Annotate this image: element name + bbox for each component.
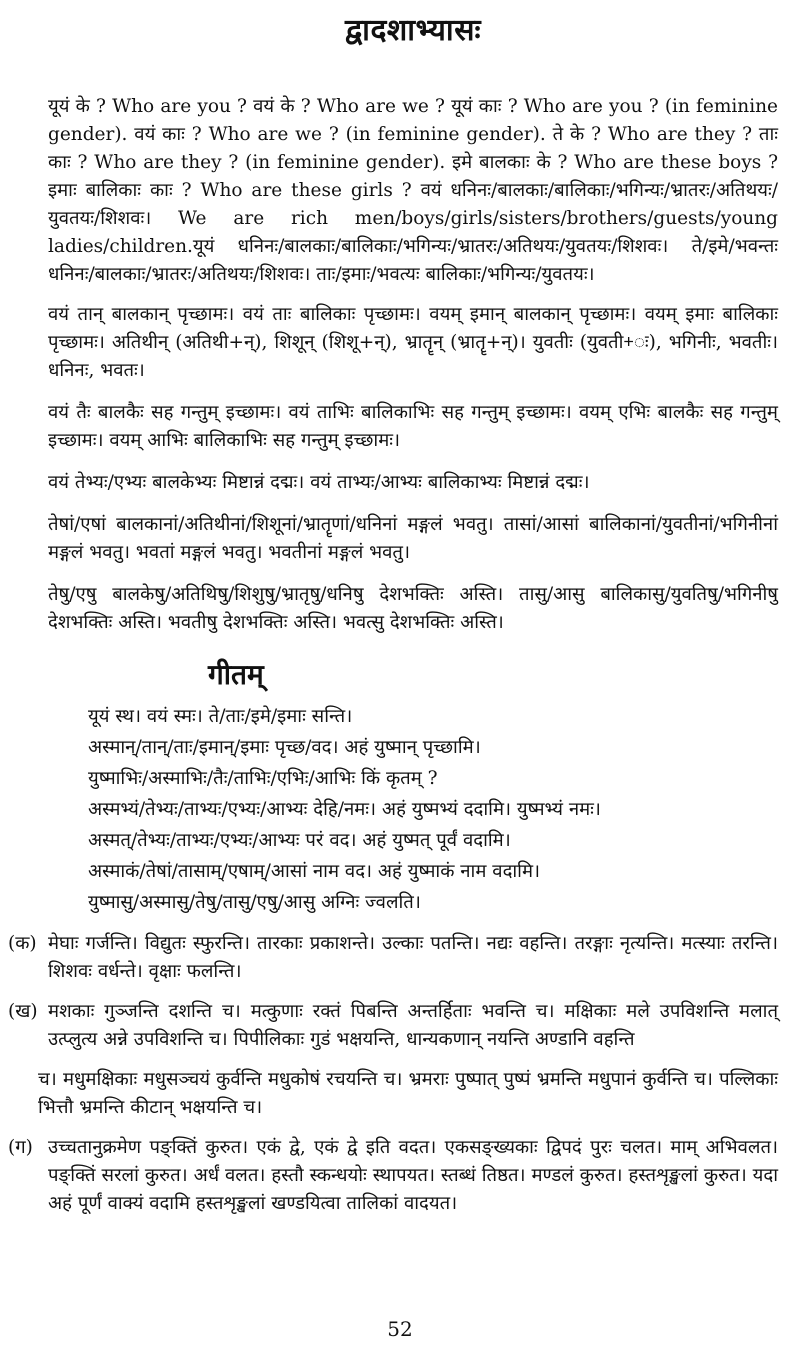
paragraph-instrumental: वयं तैः बालकैः सह गन्तुम् इच्छामः। वयं ताभिः बालिकाभिः सह गन्तुम् इच्छामः। वयम् एभिः बालकैः सह गन्तुम् इच्छामः। वयम् आभिः बालिकाभिः सह गन्तुम् इच्छामः। bbox=[48, 402, 778, 451]
poem-line: युष्मासु/अस्मासु/तेषु/तासु/एषु/आसु अग्निः ज्वलति। bbox=[88, 892, 421, 913]
item-text: मेघाः गर्जन्ति। विद्युतः स्फुरन्ति। तारकाः प्रकाशन्ते। उल्काः पतन्ति। नद्यः वहन्ति। तरङ्गाः नृत्यन्ति। मत्स्याः तरन्ति। शिशवः वर्धन्ते। वृक्षाः फलन्ति। bbox=[48, 933, 778, 982]
exercise-item-kha-continued bbox=[38, 1066, 778, 1122]
paragraph-dative: वयं तेभ्यः/एभ्यः बालकेभ्यः मिष्टान्नं दद्मः। वयं ताभ्यः/आभ्यः बालिकाभ्यः मिष्टान्नं दद्मः। bbox=[48, 472, 590, 493]
paragraph-genitive: तेषां/एषां बालकानां/अतिथीनां/शिशूनां/भ्रातॄणां/धनिनां मङ्गलं भवतु। तासां/आसां बालिकानां/युवतीनां/भगिनीनां मङ्गलं भवतु। भवतां मङ्गलं भवतु। भवतीनां मङ्गलं भवतु। bbox=[48, 514, 778, 563]
item-text: मशकाः गुञ्जन्ति दशन्ति च। मत्कुणाः रक्तं पिबन्ति अन्तर्हिताः भवन्ति च। मक्षिकाः मले उपविशन्ति मलात् उत्प्लुत्य अन्ने उपविशन्ति च। पिपीलिकाः गुडं भक्षयन्ति, धान्यकणान् नयन्ति अण्डानि वहन्ति bbox=[48, 1001, 778, 1050]
item-marker: (ख) bbox=[8, 1001, 38, 1022]
geetam-heading: गीतम् bbox=[208, 658, 264, 691]
item-marker: (क) bbox=[8, 933, 37, 954]
exercise-item-ga bbox=[8, 1134, 778, 1218]
poem-line: अस्मान्/तान्/ताः/इमान्/इमाः पृच्छ/वद। अहं युष्मान् पृच्छामि। bbox=[88, 737, 481, 758]
poem-line: अस्मत्/तेभ्यः/ताभ्यः/एभ्यः/आभ्यः परं वद। अहं युष्मत् पूर्वं वदामि। bbox=[88, 830, 511, 851]
chapter-title: द्वादशाभ्यासः bbox=[344, 13, 482, 48]
paragraph-locative: तेषु/एषु बालकेषु/अतिथिषु/शिशुषु/भ्रातृषु/धनिषु देशभक्तिः अस्ति। तासु/आसु बालिकासु/युवतिषु/भगिनीषु देशभक्तिः अस्ति। भवतीषु देशभक्तिः अस्ति। भवत्सु देशभक्तिः अस्ति। bbox=[48, 584, 778, 633]
poem-line: युष्माभिः/अस्माभिः/तैः/ताभिः/एभिः/आभिः किं कृतम् ? bbox=[88, 768, 438, 789]
paragraph-accusative: वयं तान् बालकान् पृच्छामः। वयं ताः बालिकाः पृच्छामः। वयम् इमान् बालकान् पृच्छामः। वयम् इमाः बालिकाः पृच्छामः। अतिथीन् (अतिथी+न्), शिशून् (शिशू+न्), भ्रातॄन् (भ्रातॄ+न्)। युवतीः (युवती+ः), भगिनीः, भवतीः। धनिनः, भवतः। bbox=[48, 304, 778, 381]
exercise-item-ka bbox=[8, 930, 778, 986]
poem-line: यूयं स्थ। वयं स्मः। ते/ताः/इमे/इमाः सन्ति। bbox=[88, 706, 353, 727]
exercise-item-kha bbox=[8, 998, 778, 1054]
item-text: च। मधुमक्षिकाः मधुसञ्चयं कुर्वन्ति मधुकोषं रचयन्ति च। भ्रमराः पुष्पात् पुष्पं भ्रमन्ति मधुपानं कुर्वन्ति च। पल्लिकाः भित्तौ भ्रमन्ति कीटान् भक्षयन्ति च। bbox=[38, 1069, 778, 1118]
item-marker: (ग) bbox=[8, 1137, 33, 1158]
paragraph-intro: यूयं के ? Who are you ? वयं के ? Who are we ? यूयं काः ? Who are you ? (in feminine gender). वयं काः ? Who are we ? (in feminine gender). ते के ? Who are they ? ताः काः ? Who are they ? (in feminine gender). इमे बालकाः के ? Who are these boys ? इमाः बालिकाः काः ? Who are these girls ? वयं धनिनः/बालकाः/बालिकाः/भगिन्यः/भ्रातरः/अतिथयः/युवतयः/शिशवः। We are rich men/boys/girls/sisters/brothers/guests/young ladies/children.यूयं धनिनः/बालकाः/बालिकाः/भगिन्यः/भ्रातरः/अतिथयः/युवतयः/शिशवः। ते/इमे/भवन्तः धनिनः/बालकाः/भ्रातरः/अतिथयः/शिशवः। ताः/इमाः/भवत्यः बालिकाः/भगिन्यः/युवतयः। bbox=[48, 96, 778, 285]
item-text: उच्चतानुक्रमेण पङ्क्तिं कुरुत। एकं द्वे, एकं द्वे इति वदत। एकसङ्ख्यकाः द्विपदं पुरः चलत। माम् अभिवलत। पङ्क्तिं सरलां कुरुत। अर्धं वलत। हस्तौ स्कन्धयोः स्थापयत। स्तब्धं तिष्ठत। मण्डलं कुरुत। हस्तशृङ्खलां कुरुत। यदा अहं पूर्णं वाक्यं वदामि हस्तशृङ्खलां खण्डयित्वा तालिकां वादयत। bbox=[48, 1137, 778, 1214]
poem-line: अस्मभ्यं/तेभ्यः/ताभ्यः/एभ्यः/आभ्यः देहि/नमः। अहं युष्मभ्यं ददामि। युष्मभ्यं नमः। bbox=[88, 799, 601, 820]
poem-line: अस्माकं/तेषां/तासाम्/एषाम्/आसां नाम वद। अहं युष्माकं नाम वदामि। bbox=[88, 861, 541, 882]
geetam-poem bbox=[88, 701, 778, 918]
page-number: 52 bbox=[387, 1317, 413, 1341]
